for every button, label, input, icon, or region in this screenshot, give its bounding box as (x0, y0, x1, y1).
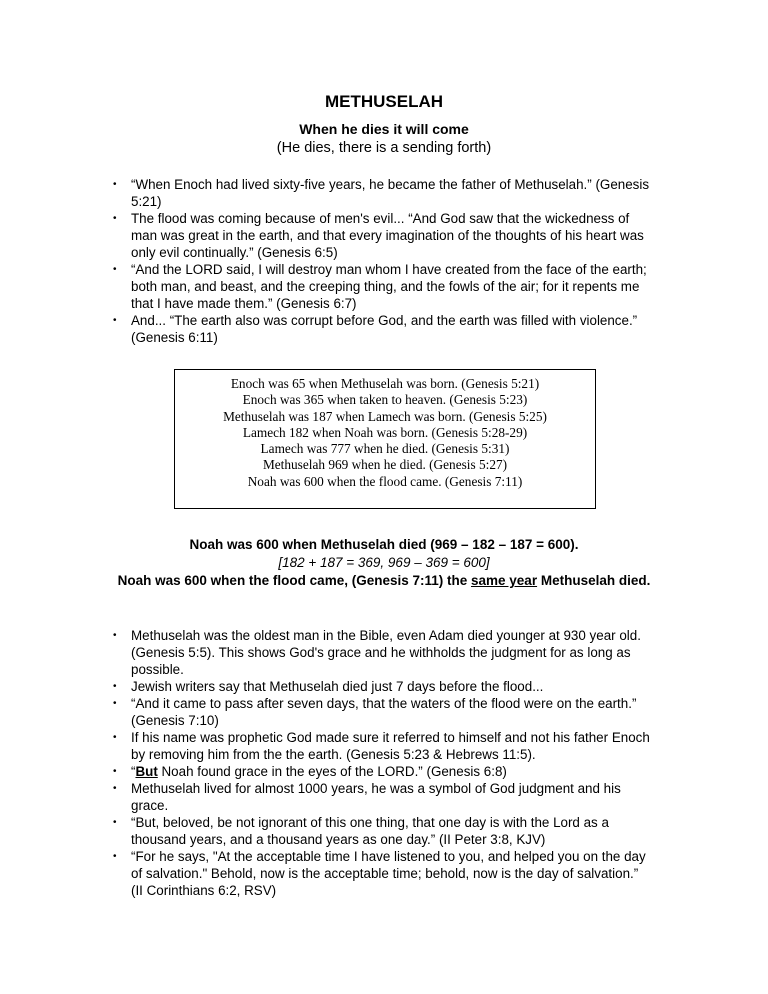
subtitle: When he dies it will come (299, 121, 469, 137)
list-item-text: “ (131, 764, 136, 779)
page-title: METHUSELAH (324, 92, 444, 111)
list-item: • Jewish writers say that Methuselah died just 7 days before the flood... (113, 678, 653, 695)
box-line: Lamech was 777 when he died. (Genesis 5:31) (260, 441, 510, 457)
list-item: • And... “The earth also was corrupt before God, and the earth was filled with violence.” (Genesis 6:11) (113, 312, 653, 346)
summary-line-3 (100, 572, 668, 590)
subtitle-meaning: (He dies, there is a sending forth) (276, 140, 492, 156)
bottom-bullet-list (113, 627, 653, 899)
summary-line-2: [182 + 187 = 369, 969 – 369 = 600] (278, 555, 490, 570)
box-line: Enoch was 65 when Methuselah was born. (Genesis 5:21) (230, 376, 540, 391)
list-item: • Methuselah lived for almost 1000 years, he was a symbol of God judgment and his grace. (113, 780, 653, 814)
summary-line-1: Noah was 600 when Methuselah died (969 – 182 – 187 = 600). (189, 537, 579, 552)
genealogy-box (174, 369, 596, 509)
emphasis-word: But (135, 764, 158, 779)
box-line: Enoch was 365 when taken to heaven. (Genesis 5:23) (242, 392, 528, 408)
box-line: Methuselah 969 when he died. (Genesis 5:27) (262, 457, 508, 473)
list-item (113, 763, 653, 780)
box-line: Lamech 182 when Noah was born. (Genesis 5:28-29) (242, 424, 528, 440)
list-item: • “For he says, "At the acceptable time I have listened to you, and helped you on the day of salvation." Behold, now is the acceptable time; behold, now is the day of salvation.” (II Corinthians 6:2, RSV) (113, 848, 653, 899)
list-item-text: Noah found grace in the eyes of the LORD.” (Genesis 6:8) (157, 764, 507, 779)
top-bullet-list (113, 176, 653, 346)
list-item: • “And it came to pass after seven days, that the waters of the flood were on the earth.” (Genesis 7:10) (113, 695, 653, 729)
list-item: • “When Enoch had lived sixty-five years, he became the father of Methuselah.” (Genesis 5:21) (113, 176, 653, 210)
list-item: • If his name was prophetic God made sure it referred to himself and not his father Enoch by removing him from the the earth. (Genesis 5:23 & Hebrews 11:5). (113, 729, 653, 763)
list-item: • “And the LORD said, I will destroy man whom I have created from the face of the earth; both man, and beast, and the creeping thing, and the fowls of the air; for it repents me that I have made them.” (Genesis 6:7) (113, 261, 653, 312)
box-line: Noah was 600 when the flood came. (Genesis 7:11) (247, 473, 523, 489)
list-item: • The flood was coming because of men's evil... “And God saw that the wickedness of man was great in the earth, and that every imagination of the thoughts of his heart was only evil continually.” (Genesis 6:5) (113, 210, 653, 261)
summary-line-3-pre: Noah was 600 when the flood came, (Genesis 7:11) the (117, 573, 472, 588)
summary-line-3-post: Methuselah died. (537, 573, 651, 588)
summary-underlined-phrase: same year (471, 573, 538, 588)
box-line: Methuselah was 187 when Lamech was born. (Genesis 5:25) (223, 408, 547, 424)
summary-block (100, 536, 668, 590)
list-item: • “But, beloved, be not ignorant of this one thing, that one day is with the Lord as a thousand years, and a thousand years as one day.” (II Peter 3:8, KJV) (113, 814, 653, 848)
list-item: • Methuselah was the oldest man in the Bible, even Adam died younger at 930 year old. (Genesis 5:5). This shows God's grace and he withholds the judgment for as long as possible. (113, 627, 653, 678)
